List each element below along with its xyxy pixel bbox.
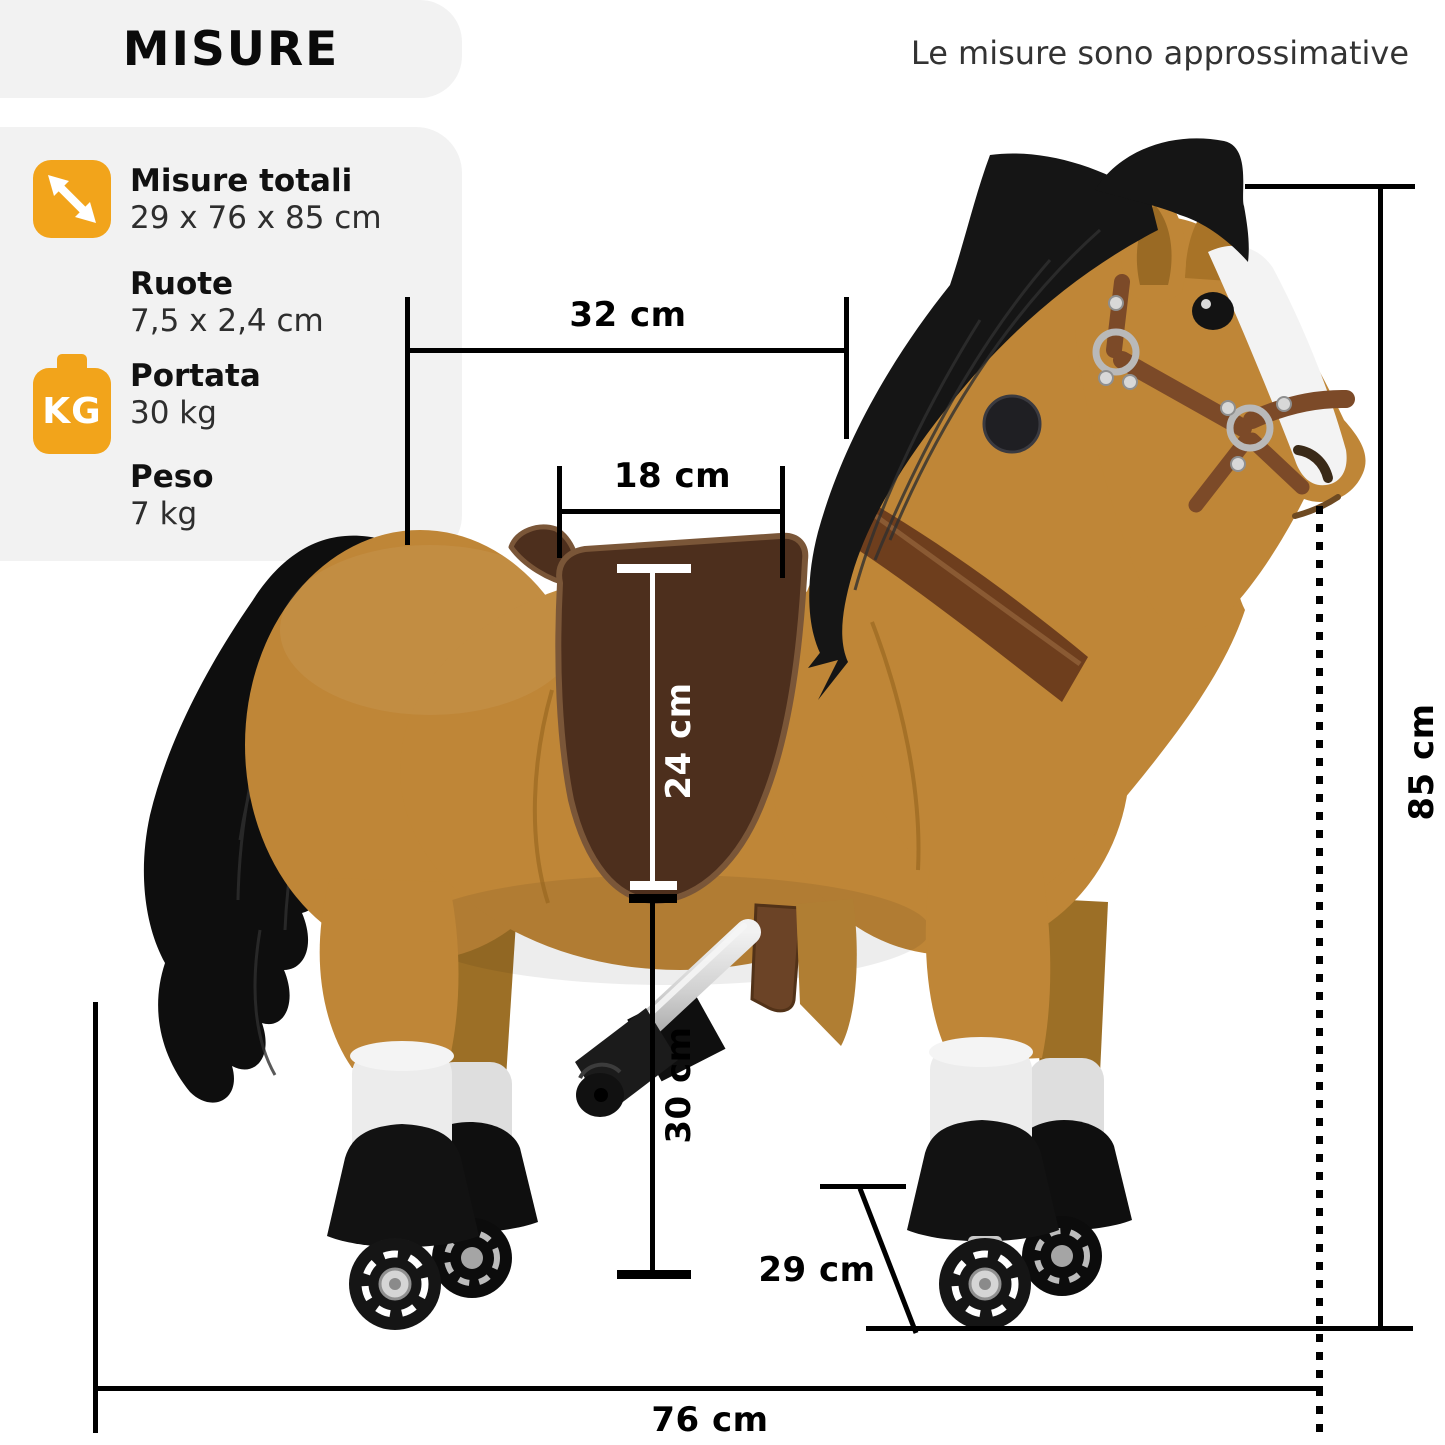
dim-dotted-projection xyxy=(1316,506,1323,1438)
dim-label-29cm: 29 cm xyxy=(758,1250,876,1290)
dim-line-76cm xyxy=(97,1386,1323,1391)
dim-line-30cm xyxy=(650,898,655,1277)
dim-line-29cm xyxy=(820,1184,906,1189)
dim-label-18cm: 18 cm xyxy=(613,456,732,496)
dim-line-85cm xyxy=(1245,184,1415,189)
spec-wheels: Ruote 7,5 x 2,4 cm xyxy=(130,266,324,339)
dim-line-18cm xyxy=(560,509,785,514)
dim-label-24cm: 24 cm xyxy=(659,682,699,800)
dim-line-32cm xyxy=(408,348,848,353)
dim-label-85cm: 85 cm xyxy=(1402,703,1442,821)
disclaimer-text: Le misure sono approssimative xyxy=(910,34,1409,72)
kg-badge-label: KG xyxy=(42,390,102,432)
dim-label-32cm: 32 cm xyxy=(569,295,687,335)
spec-weight: Peso 7 kg xyxy=(130,459,214,532)
dim-line-24cm xyxy=(650,568,655,890)
dim-label-30cm: 30 cm xyxy=(659,1026,699,1144)
dim-label-76cm: 76 cm xyxy=(651,1400,769,1440)
page-title: MISURE xyxy=(122,21,340,77)
spec-total-dimensions: Misure totali 29 x 76 x 85 cm xyxy=(130,163,382,236)
spec-load-capacity: Portata 30 kg xyxy=(130,358,261,431)
